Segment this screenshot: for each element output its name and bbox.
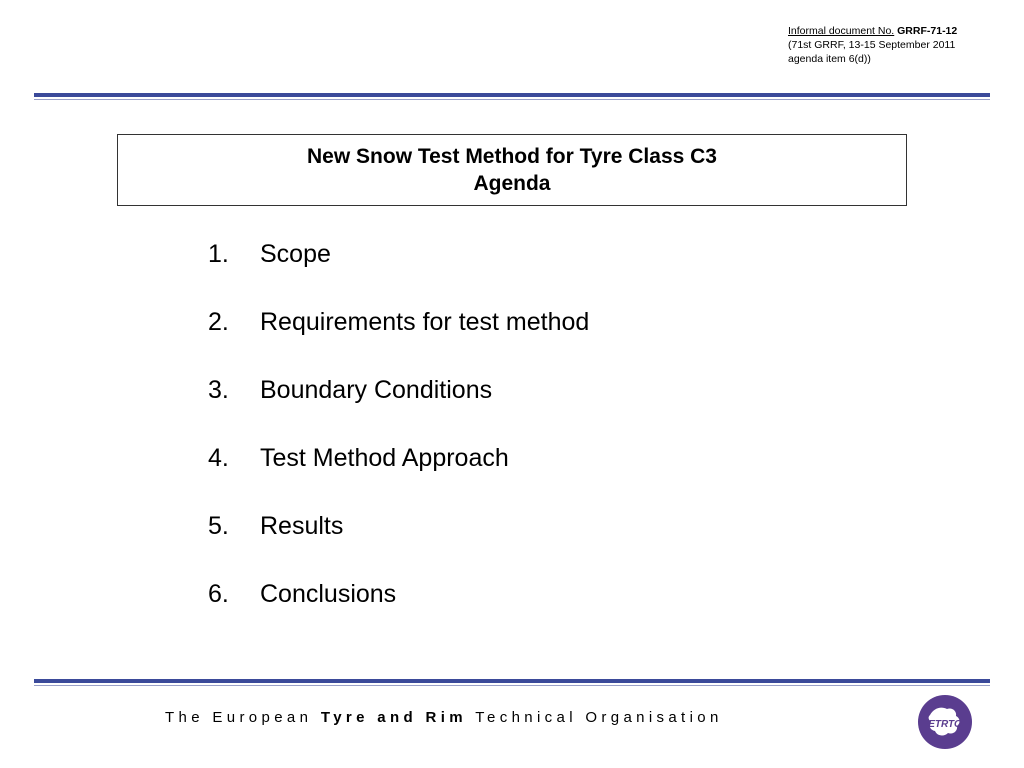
agenda-item-number: 1. [208, 240, 229, 268]
doc-label: Informal document No. [788, 25, 895, 37]
footer-text-part1: The European [165, 709, 313, 726]
page-title: New Snow Test Method for Tyre Class C3 [307, 145, 717, 168]
footer-organisation-name [165, 709, 723, 726]
page-subtitle: Agenda [473, 172, 551, 195]
bottom-divider [34, 679, 990, 686]
agenda-item-number: 6. [208, 580, 229, 608]
top-divider [34, 93, 990, 100]
doc-reference-line3: agenda item 6(d)) [788, 53, 871, 65]
agenda-item-text: Requirements for test method [260, 308, 590, 336]
agenda-item-text: Conclusions [260, 580, 397, 608]
agenda-item-text: Boundary Conditions [260, 376, 493, 404]
logo-text: ETRTO [928, 719, 962, 730]
agenda-item-number: 5. [208, 512, 229, 540]
document-reference [788, 24, 957, 66]
footer-text-part3: Technical Organisation [475, 709, 723, 726]
agenda-item-text: Scope [260, 240, 331, 268]
agenda-item-text: Test Method Approach [260, 444, 509, 472]
agenda-item-text: Results [260, 512, 344, 540]
doc-reference-line1 [788, 24, 957, 38]
agenda-item-number: 4. [208, 444, 229, 472]
footer-text-part2: Tyre and Rim [320, 709, 467, 726]
doc-number: GRRF-71-12 [897, 25, 958, 37]
etrto-logo-icon [916, 693, 974, 751]
title-box [117, 134, 907, 206]
doc-reference-line2: (71st GRRF, 13-15 September 2011 [788, 39, 956, 51]
agenda-item-number: 2. [208, 308, 229, 336]
agenda-item-number: 3. [208, 376, 229, 404]
